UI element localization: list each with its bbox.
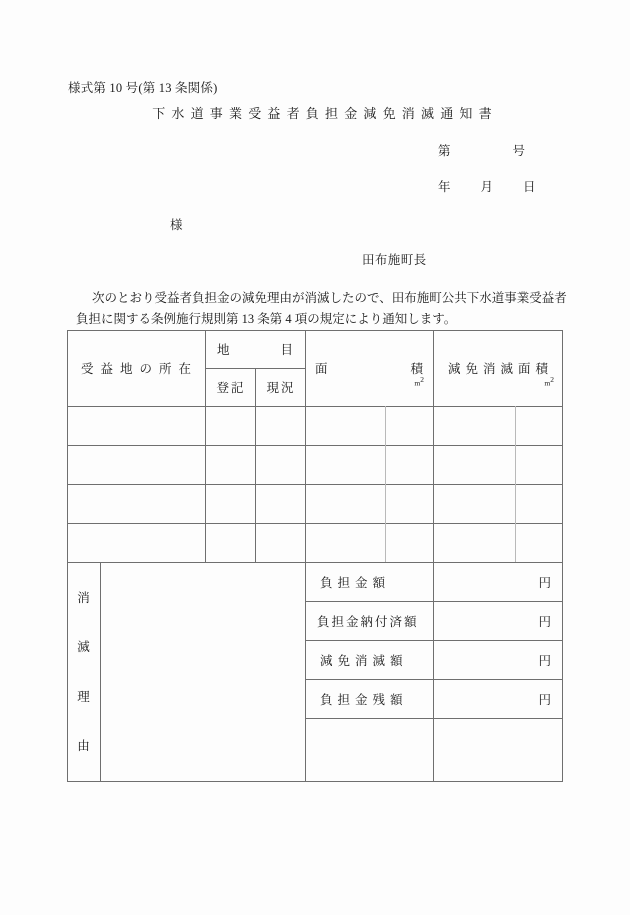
body-line-2: 負担に関する条例施行規則第 13 条第 4 項の規定により通知します。 <box>76 312 457 326</box>
rule-row-2 <box>67 484 563 485</box>
hairline-reduction-split <box>515 406 516 562</box>
reason-label-char-2: 滅 <box>77 640 90 655</box>
rule-amount-4 <box>305 718 563 719</box>
rule-row-4 <box>67 562 563 563</box>
page-title: 下水道事業受益者負担金減免消滅通知書 <box>152 106 498 121</box>
rule-row-1 <box>67 445 563 446</box>
date-month-label: 月 <box>480 180 494 194</box>
header-area-right: 積 <box>410 362 423 376</box>
header-reduction-area-label: 減免消滅面積 <box>447 362 554 376</box>
issuer-name: 田布施町長 <box>362 253 427 267</box>
amount-unit-text: 円 <box>538 692 551 707</box>
header-land-category-right: 目 <box>280 343 293 357</box>
amount-label-text: 負担金納付済額 <box>317 614 419 629</box>
rule-col-reduction <box>433 330 434 782</box>
addressee-honorific: 様 <box>170 218 183 232</box>
header-actual-label: 現況 <box>266 381 296 395</box>
rule-col-reason-label <box>100 562 101 782</box>
form-table <box>67 330 563 782</box>
document-number-line <box>438 141 525 159</box>
amount-unit-text: 円 <box>538 614 551 629</box>
document-number-prefix: 第 <box>438 144 451 158</box>
body-line-1: 次のとおり受益者負担金の減免理由が消滅したので、田布施町公共下水道事業受益者 <box>92 291 567 305</box>
rule-col-registered <box>255 368 256 562</box>
body-paragraph <box>68 288 568 330</box>
header-registered-label: 登記 <box>216 381 246 395</box>
header-land-category-left: 地 <box>217 343 230 357</box>
amount-unit-text: 円 <box>538 575 551 590</box>
date-year-label: 年 <box>438 180 451 194</box>
amount-unit-text: 円 <box>538 653 551 668</box>
amount-label-text: 負担金残額 <box>320 692 408 707</box>
document-number-suffix: 号 <box>512 144 526 158</box>
reason-label-char-4: 由 <box>77 739 90 754</box>
hairline-area-split <box>385 406 386 562</box>
amount-label-text: 負担金額 <box>320 575 391 590</box>
rule-col-area <box>305 330 306 782</box>
reason-label-char-1: 消 <box>77 590 90 605</box>
form-number: 様式第 10 号(第 13 条関係) <box>68 81 218 95</box>
header-reduction-area-unit: m2 <box>544 375 554 388</box>
header-location-label: 受益地の所在 <box>80 362 198 376</box>
rule-col-location <box>205 330 206 562</box>
header-area-unit: m2 <box>414 375 424 388</box>
rule-amount-3 <box>305 679 563 680</box>
amount-label-text: 減免消滅額 <box>320 653 408 668</box>
rule-header-bottom <box>67 406 563 407</box>
reason-label-char-3: 理 <box>77 689 90 704</box>
rule-amount-2 <box>305 640 563 641</box>
rule-amount-1 <box>305 601 563 602</box>
date-day-label: 日 <box>523 180 536 194</box>
date-line <box>438 177 536 195</box>
rule-row-3 <box>67 523 563 524</box>
header-area-left: 面 <box>315 362 328 376</box>
table-outline <box>67 330 563 782</box>
